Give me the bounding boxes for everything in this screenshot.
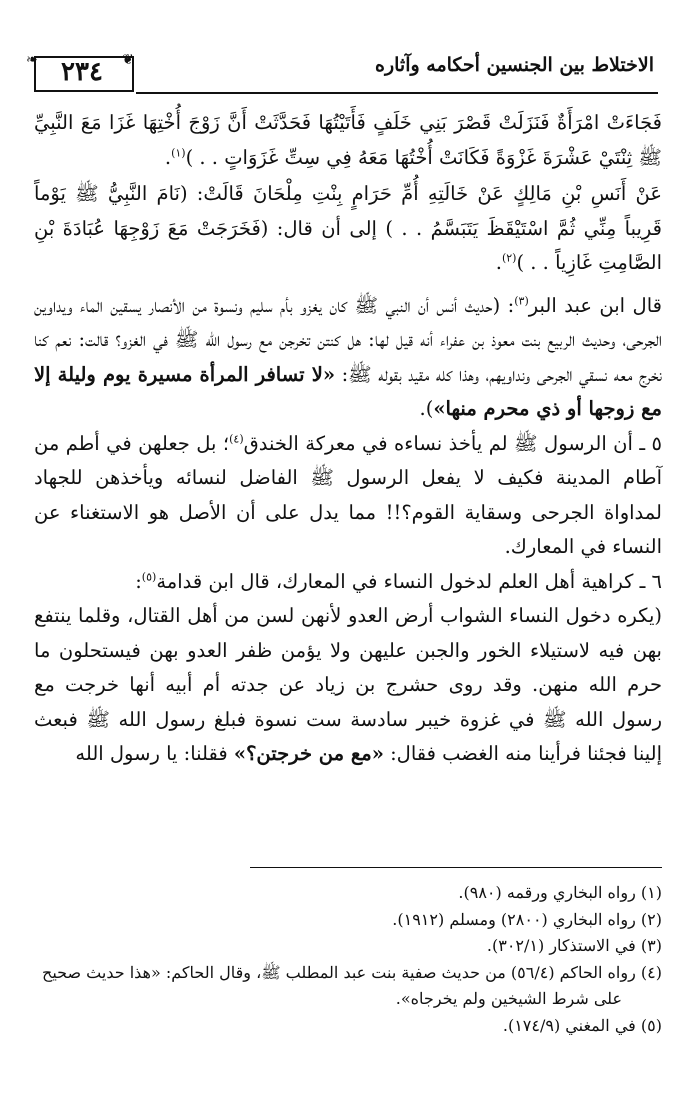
- paragraph: [34, 289, 662, 427]
- text: فَجَاءَتْ امْرَأَةٌ فَنَزَلَتْ قَصْرَ بَنِي خَلَفٍ فَأَتَيْتُهَا فَحَدَّثَتْ أَنَّ زَوْجَ أُخْتِهَا غَزَا مَعَ النَّبِيِّ ﷺ ثِنْتَيْ عَشْرَةَ غَزْوَةً فَكَانَتْ أُخْتُهَا مَعَهُ فِي سِتِّ غَزَوَاتٍ . . ): [34, 111, 662, 169]
- footnote-separator: [250, 867, 662, 868]
- footnote: (٣) في الاستذكار (٣٠٢/١).: [486, 936, 662, 955]
- paragraph: [34, 427, 662, 565]
- text: ٦ ـ كراهية أهل العلم لدخول النساء في المعارك، قال ابن قدامة: [156, 569, 662, 593]
- text: فقلنا: يا رسول الله: [75, 742, 234, 765]
- footnote: (٥) في المغني (١٧٤/٩).: [502, 1015, 662, 1035]
- hadith-quote: «مع من خرجتن؟»: [233, 742, 384, 765]
- footnote-ref: (٢): [501, 251, 517, 265]
- text: :: [135, 569, 142, 593]
- text: ٥ ـ أن الرسول ﷺ لم يأخذ نساءه في معركة الخندق: [243, 431, 662, 455]
- footnote-ref: (٥): [141, 570, 157, 583]
- footnote: (٤) رواه الحاكم (٥٦/٤) من حديث صفية بنت عبد المطلب ﷺ، وقال الحاكم: «هذا حديث صحيح على شرط الشيخين ولم يخرجاه».: [42, 962, 662, 1008]
- text: .: [495, 251, 502, 274]
- paragraph: [34, 106, 662, 175]
- text: عَنْ أَنَسِ بْنِ مَالِكٍ عَنْ خَالَتِهِ أُمِّ حَرَامٍ بِنْتِ مِلْحَانَ قَالَتْ: (نَامَ النَّبِيُّ ﷺ يَوْماً قَرِيباً مِنِّي ثُمَّ اسْتَيْقَظَ يَتَبَسَّمُ . . ) إلى أن قال: (فَخَرَجَتْ مَعَ زَوْجِهَا عُبَادَةَ بْنِ الصَّامِتِ غَازِياً . . ): [34, 182, 662, 274]
- text: ).: [419, 397, 434, 420]
- paragraph: [34, 599, 662, 772]
- footnote-ref: (٣): [514, 294, 529, 307]
- footnote-ref: (١): [171, 146, 186, 159]
- running-title: الاختلاط بين الجنسين أحكامه وآثاره: [375, 54, 654, 76]
- footnote-ref: (٤): [229, 432, 244, 445]
- header-rule: [136, 92, 658, 94]
- text: .: [164, 145, 172, 169]
- ornament-right-icon: ❦: [122, 52, 134, 68]
- page-header: [28, 44, 658, 100]
- main-text: [34, 106, 662, 772]
- paragraph: [34, 565, 662, 600]
- text: : (حديث أنس أن النبي ﷺ كان يغزو بأم سليم ونسوة من الأنصار يسقين الماء ويداوين الجرحى، وحديث الربيع بنت معوذ بن عفراء أنه قيل لها: هل كنتن تخرجن مع رسول الله ﷺ في الغزو؟ قالت: نعم كنا نخرج معه نسقي الجرحى ونداويهم، وهذا كله مقيد بقوله ﷺ:: [34, 293, 662, 386]
- text: ؛ بل جعلهن في أطم من آطام المدينة فكيف لا يفعل الرسول ﷺ الفاضل لنسائه ويأخذهن للجهاد لمداواة الجرحى وسقاية القوم؟!! مما يدل على أن الأصل هو الاستغناء عن النساء في المعارك.: [34, 431, 662, 558]
- paragraph: [34, 177, 662, 281]
- page-number-frame: [28, 52, 136, 92]
- footnote: (٢) رواه البخاري (٢٨٠٠) ومسلم (١٩١٢).: [392, 909, 662, 929]
- footnote: (١) رواه البخاري ورقمه (٩٨٠).: [458, 883, 662, 902]
- hadith-quote: «لا تسافر المرأة مسيرة يوم وليلة إلا مع زوجها أو ذي محرم منها»: [34, 362, 662, 420]
- text: (يكره دخول النساء الشواب أرض العدو لأنهن لسن من أهل القتال، وقلما ينتفع بهن فيه لاستيلاء الخور والجبن عليهن ولا يؤمن ظفر العدو بهن فيستحلون ما حرم الله منهن. وقد روى حشرج بن زياد عن جدته أم أبيه أنها خرجت مع رسول الله ﷺ في غزوة خيبر سادسة ست نسوة فبلغ رسول الله ﷺ فبعث إلينا فجئنا فرأينا منه الغضب فقال:: [34, 604, 662, 765]
- ornament-left-icon: ❧: [26, 52, 38, 68]
- page-number: ٢٣٤: [61, 57, 103, 87]
- footnotes: [34, 880, 662, 1039]
- text: قال ابن عبد البر: [528, 293, 662, 317]
